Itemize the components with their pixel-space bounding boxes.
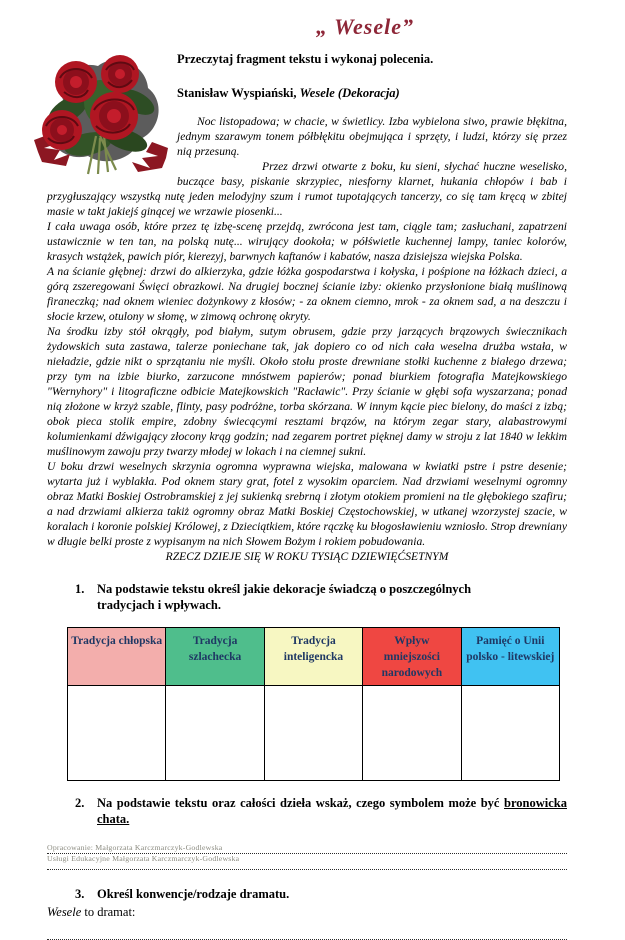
question-text: Określ konwencje/rodzaje dramatu. <box>97 887 290 901</box>
answer-cell <box>264 686 362 781</box>
instruction-text: Przeczytaj fragment tekstu i wykonaj polecenia. <box>177 52 434 66</box>
answer-cell <box>166 686 264 781</box>
answer-prompt: Wesele to dramat: <box>47 905 136 919</box>
question-1 <box>75 581 567 613</box>
traditions-table <box>67 627 560 781</box>
footer-line-2: Usługi Edukacyjne Małgorzata Karczmarczyk-Godlewska <box>47 854 240 863</box>
stage-note: RZECZ DZIEJE SIĘ W ROKU TYSIĄC DZIEWIĘĆSETNYM <box>165 550 449 563</box>
table-answer-row <box>68 686 560 781</box>
question-number: 1. <box>75 582 85 596</box>
fragment-paragraph: Przez drzwi otwarte z boku, ku sieni, słychać huczne weselisko, buczące basy, piskanie skrzypiec, niesforny klarnet, hukania chłopów i bab i przygłuszający wszystką nutę jeden melodyjny szum i rumot tupotających tancerzy, co się tam kręcą w zbitej masie w takt jakiejś ginącej we wrzawie piosenki... <box>47 160 567 218</box>
rose <box>101 55 139 93</box>
fragment-paragraph: I cała uwaga osób, które przez tę izbę-scenę przejdą, zwrócona jest tam, ciągle tam; zasłuchani, zapatrzeni ustawicznie w ten tan, na polską nutę... wirujący dookoła; w półświetle kuchennej lampy, taniec kolorów, krasych wstążek, pawich piór, kierezyj, barwnych kaftanów i kabatów, nasza dzisiejsza wiejska Polska. <box>47 220 567 263</box>
question-number: 2. <box>75 796 85 810</box>
text-fragment <box>47 114 567 549</box>
fragment-paragraph: Na środku izby stół okrągły, pod białym, sutym obrusem, gdzie przy jarzących brązowych świecznikach żydowskich suta zastawa, talerze poniechane tak, jak dopiero co od nich cała weselna drużba wstała, w nieładzie, gdzie nikt o sprzątaniu nie myśli. Około stołu proste drewniane stołki kuchenne z białego drzewa; przy tym na izbie biurko, zarzucone mnóstwem papierów; ponad biurkiem fotografia Matejkowskiego "Wernyhory" i litograficzne odbicie Matejkowskich "Racławic". Przy ścianie w głębi sofa wyszarzana; ponad nią złożone w krzyż szable, flinty, pasy podróżne, torba skórzana. W innym kącie piec bielony, do maści z izbą; obok pieca stolik empire, zdobny świecącymi resztami brązów, na którym zegar stary, alabastrowymi kolumienkami dźwigający złocony krąg godzin; nad zegarem portret pięknej damy w stroju z lat 1840 w lekkim muślinowym zawoju przy twarzy młodej w lokach i na ciemnej sukni. <box>47 325 567 458</box>
answer-lines-q3 <box>47 925 567 940</box>
question-text: Na podstawie tekstu oraz całości dzieła wskaż, czego symbolem może być bronowicka chata. <box>97 796 567 826</box>
column-header-wplyw-mniejszosci: Wpływ mniejszości narodowych <box>363 628 461 686</box>
column-header-tradycja-inteligencka: Tradycja inteligencka <box>264 628 362 686</box>
answer-cell <box>363 686 461 781</box>
work-title-italic: Wesele <box>47 905 82 919</box>
question-2 <box>75 795 567 827</box>
question-text: Na podstawie tekstu określ jakie dekoracje świadczą o poszczególnych tradycjach i wpływach. <box>97 582 472 612</box>
rose <box>42 110 82 150</box>
fragment-paragraph: Noc listopadowa; w chacie, w świetlicy. Izba wybielona siwo, prawie błękitna, jednym szarawym tonem półbłękitu obejmująca i sprzęty, i ludzi, którzy się przez nią przesuną. <box>177 115 567 158</box>
answer-cell <box>68 686 166 781</box>
question-number: 3. <box>75 887 85 901</box>
author-name: Stanisław Wyspiański, <box>177 86 297 100</box>
table-header-row <box>68 628 560 686</box>
fragment-paragraph: A na ścianie głębnej: drzwi do alkierzyka, gdzie łóżka gospodarstwa i kołyska, i pośpione na łóżkach dzieci, a górą zszeregowani Święci obrazkowi. Na drugiej bocznej ścianie izby: okienko przysłonione białą muślinową firaneczką; nad oknem wieniec dożynkowy z kłosów; - za oknem ciemno, mrok - za oknem sad, a na deszczu i słocie krzew, otulony w słomę, w zimową ochronę okryty. <box>47 265 567 323</box>
footer-credits <box>47 842 239 864</box>
page-title: „ Wesele” <box>316 14 414 39</box>
rose <box>90 92 138 140</box>
column-header-tradycja-chlopska: Tradycja chłopska <box>68 628 166 686</box>
question-3 <box>75 886 567 902</box>
column-header-pamiec-o-unii: Pamięć o Unii polsko - litewskiej <box>461 628 559 686</box>
column-header-tradycja-szlachecka: Tradycja szlachecka <box>166 628 264 686</box>
answer-cell <box>461 686 559 781</box>
answer-dotted-line <box>47 925 567 940</box>
underlined-term: bronowicka chata. <box>97 796 567 826</box>
rose <box>55 61 97 103</box>
roses-bouquet-image <box>30 44 172 176</box>
work-title: Wesele (Dekoracja) <box>299 86 400 100</box>
footer-line-1: Opracowanie: Małgorzata Karczmarczyk-Godlewska <box>47 843 223 852</box>
fragment-paragraph: U boku drzwi weselnych skrzynia ogromna wyprawna wiejska, malowana w kwiatki pstre i pstre desenie; wytarta już i wyblakła. Pod oknem stary grat, fotel z wysokim oparciem. Nad drzwiami weselnymi ogromny obraz Matki Boskiej Ostrobramskiej z jej sukienką srebrną i złotym otokiem promieni na tle głębokiego szafiru; a nad drzwiami alkierza takiż ogromny obraz Matki Boskiej Częstochowskiej, w utkanej wzorzystej szacie, w koralach i koronie polskiej Królowej, z Dzieciątkiem, które rączkę ku błogosławieniu wzniosło. Strop drewniany w długie belki proste z wypisanym na nich Słowem Bożym i rokiem pobudowania. <box>47 460 567 548</box>
